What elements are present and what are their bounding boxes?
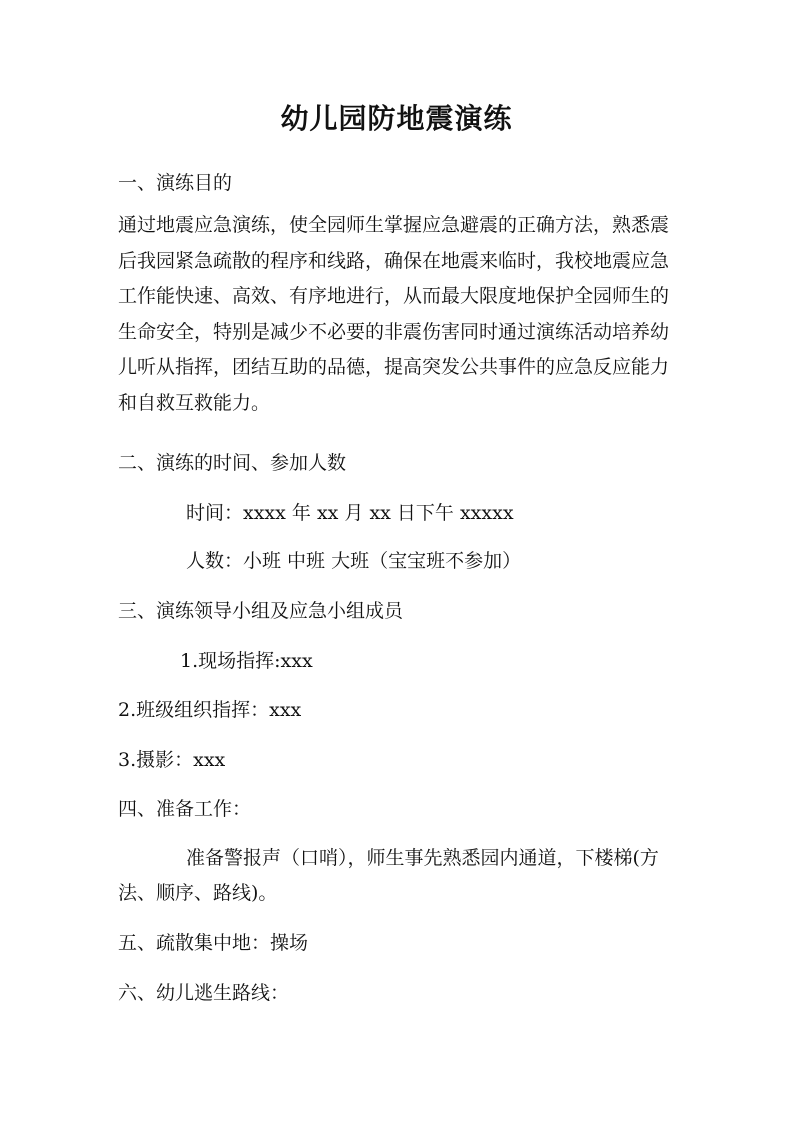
- section-1-heading: 一、演练目的: [118, 172, 233, 194]
- section-2-heading: 二、演练的时间、参加人数: [118, 452, 347, 474]
- preparation-line-2: 法、顺序、路线)。: [118, 882, 278, 904]
- section-3-heading: 三、演练领导小组及应急小组成员: [118, 600, 404, 622]
- section-6-heading: 六、幼儿逃生路线：: [118, 982, 290, 1004]
- leader-item-2: 2.班级组织指挥：xxx: [118, 699, 302, 721]
- preparation-line-1: 准备警报声（口哨），师生事先熟悉园内通道，下楼梯(方: [186, 847, 659, 869]
- section-4-heading: 四、准备工作：: [118, 798, 252, 820]
- leader-item-3: 3.摄影：xxx: [118, 749, 226, 771]
- participants: 人数：小班 中班 大班（宝宝班不参加）: [186, 550, 522, 572]
- document-title: 幼儿园防地震演练: [280, 102, 513, 135]
- drill-time: 时间：xxxx 年 xx 月 xx 日下午 xxxxx: [186, 502, 514, 524]
- section-1-body: 通过地震应急演练，使全园师生掌握应急避震的正确方法，熟悉震后我园紧急疏散的程序和线路，确保在地震来临时，我校地震应急工作能快速、高效、有序地进行，从而最大限度地保护全园师生的生命安全，特别是减少不必要的非震伤害同时通过演练活动培养幼儿听从指挥，团结互助的品德，提高突发公共事件的应急反应能力和自救互救能力。: [118, 214, 670, 414]
- leader-item-1: 1.现场指挥:xxx: [180, 650, 313, 672]
- section-5-heading: 五、疏散集中地：操场: [118, 932, 309, 954]
